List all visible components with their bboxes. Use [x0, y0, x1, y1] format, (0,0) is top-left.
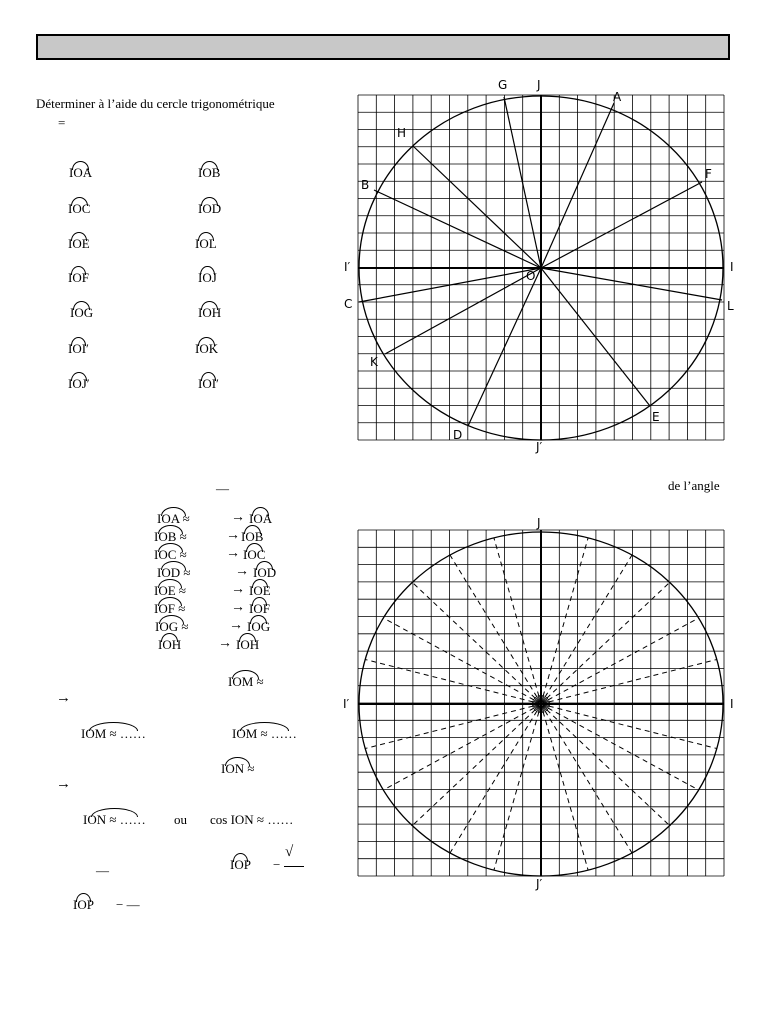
- label-g: G: [498, 78, 508, 92]
- label-c: C: [344, 297, 353, 311]
- angle-iod: IOD: [198, 201, 222, 216]
- short-dash: —: [96, 863, 109, 878]
- dashed-ray: [383, 618, 534, 700]
- label-d: D: [453, 428, 463, 442]
- label-o: O: [526, 269, 536, 283]
- approx-right: IOC: [243, 547, 266, 562]
- dashed-ray: [547, 582, 670, 698]
- arrow-2: →: [56, 776, 71, 792]
- approx-arrow: →: [231, 600, 245, 615]
- approx-left: IOE ≈: [154, 583, 187, 598]
- angle-iol: IOL: [195, 236, 217, 251]
- approx-arrow: →: [226, 546, 240, 561]
- angle-ioa: IOA: [69, 165, 93, 180]
- approx-arrow: →: [235, 564, 249, 579]
- label-e: E: [652, 410, 660, 424]
- label-b: B: [361, 178, 370, 192]
- approx-arrow: →: [231, 510, 245, 525]
- label-l: L: [727, 299, 734, 313]
- dashed-ray: [543, 712, 588, 870]
- angle-iog: IOG: [70, 305, 94, 320]
- approx-right: IOB: [241, 529, 264, 544]
- ou-text: ou: [174, 812, 187, 827]
- angle-ioi-prime: IOI′: [68, 341, 89, 356]
- dash-mark: —: [216, 481, 229, 496]
- approx-left: IOG ≈: [155, 619, 189, 634]
- approx-right: IOH: [236, 637, 260, 652]
- approx-arrow: →: [231, 582, 245, 597]
- approx-right: IOA: [249, 511, 273, 526]
- dashed-ray: [545, 555, 632, 697]
- dashed-ray: [450, 555, 537, 697]
- iom-label: IOM ≈: [228, 674, 264, 689]
- dashed-ray: [547, 710, 670, 826]
- angle-iof: IOF: [68, 270, 89, 285]
- dashed-ray: [545, 711, 632, 853]
- angle-iob: IOB: [198, 165, 221, 180]
- label-j-prime: J′: [536, 440, 543, 454]
- label-f: F: [705, 167, 712, 181]
- angle-ioj-prime: IOJ′: [68, 376, 90, 391]
- label-j-prime-2: J′: [536, 877, 543, 891]
- label-k: K: [370, 355, 378, 369]
- approx-right: IOG: [247, 619, 271, 634]
- approx-right: IOD: [253, 565, 277, 580]
- approx-arrow: →: [229, 618, 243, 633]
- angle-ioh: IOH: [198, 305, 222, 320]
- iop-bottom: IOP: [73, 897, 94, 912]
- label-j: J: [537, 78, 541, 92]
- dashed-ray: [494, 538, 539, 696]
- dashed-ray: [412, 582, 535, 698]
- angle-iok: IOK: [195, 341, 219, 356]
- sqrt-symbol: √: [285, 844, 294, 860]
- approx-right: IOE: [249, 583, 271, 598]
- approx-left: IOB ≈: [154, 529, 187, 544]
- label-i-prime-2: I′: [343, 697, 350, 711]
- intro-text: Déterminer à l’aide du cercle trigonométrique: [36, 96, 275, 111]
- approx-left: IOH: [158, 637, 182, 652]
- label-j-2: J: [537, 516, 541, 530]
- intro-equals: =: [58, 115, 66, 130]
- ion-label: ION ≈: [221, 761, 255, 776]
- dashed-ray: [494, 712, 539, 870]
- approx-left: IOC ≈: [154, 547, 187, 562]
- angle-ioj: IOJ: [198, 270, 217, 285]
- angle-ioi-prime-2: IOI′: [198, 376, 219, 391]
- iom-right: IOM ≈ ……: [232, 726, 297, 741]
- approx-left: IOA ≈: [157, 511, 190, 526]
- iom-left: IOM ≈ ……: [81, 726, 146, 741]
- iop-minus: −: [273, 857, 281, 872]
- arrow-1: →: [56, 690, 71, 706]
- de-langle-text: de l’angle: [668, 478, 720, 493]
- label-a: A: [613, 90, 622, 104]
- iop-label: IOP: [230, 857, 251, 872]
- approx-arrow: →: [218, 636, 232, 651]
- approx-arrow: →: [226, 528, 240, 543]
- cos-ion: cos ION ≈ ……: [210, 812, 294, 827]
- label-i: I: [730, 260, 734, 274]
- label-i-2: I: [730, 697, 734, 711]
- approx-right: IOF: [249, 601, 270, 616]
- approx-left: IOD ≈: [157, 565, 191, 580]
- label-h: H: [397, 126, 407, 140]
- angle-ioe: IOE: [68, 236, 90, 251]
- angle-ioc: IOC: [68, 201, 91, 216]
- dashed-ray: [548, 618, 699, 700]
- dashed-ray: [543, 538, 588, 696]
- iop-bottom-dashes: − —: [116, 897, 140, 912]
- dashed-ray: [412, 710, 535, 826]
- dashed-ray: [450, 711, 537, 853]
- approx-left: IOF ≈: [154, 601, 186, 616]
- label-i-prime: I′: [344, 260, 351, 274]
- ion-left: ION ≈ ……: [83, 812, 146, 827]
